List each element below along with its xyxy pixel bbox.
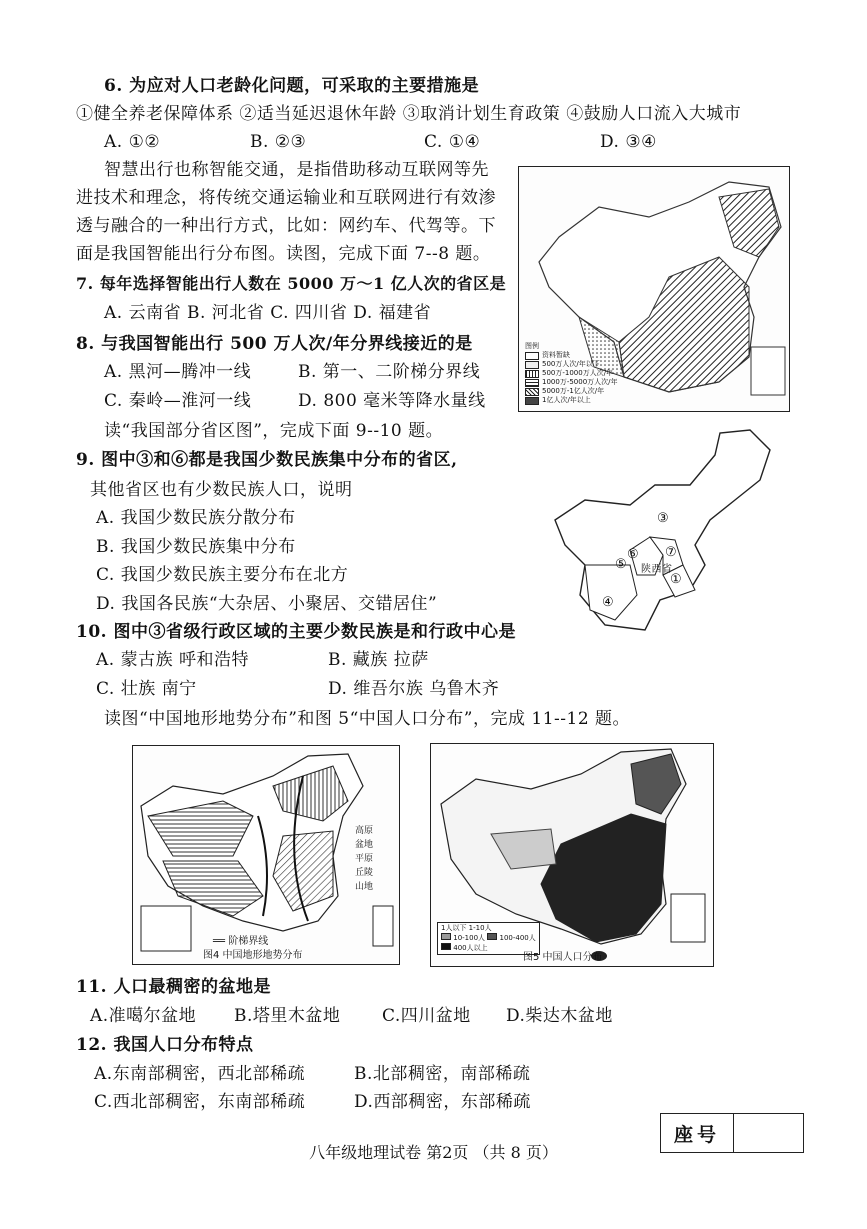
q11-option-d: D.柴达木盆地 [506, 1006, 613, 1026]
q10-stem: 10. 图中③省级行政区域的主要少数民族是和行政中心是 [76, 622, 516, 642]
fig5-swatch-3 [441, 943, 451, 950]
map1-legend [525, 342, 618, 405]
q6-option-b: B. ②③ [250, 132, 307, 152]
q12-option-d: D.西部稠密，东部稀疏 [354, 1092, 531, 1112]
seat-number-label: 座号 [661, 1114, 734, 1152]
page-footer: 八年级地理试卷 第2页 （共 8 页） [309, 1143, 558, 1162]
q9-stem: 9. 图中③和⑥都是我国少数民族集中分布的省区, [76, 450, 458, 470]
map2-label-3: ③ [657, 511, 670, 526]
q8-stem: 8. 与我国智能出行 500 万人次/年分界线接近的是 [76, 334, 473, 354]
fig5-caption: 图5 中国人口分布 [523, 952, 603, 963]
terrain-map-figure [132, 745, 400, 965]
fig4-legend-item: 平原 [355, 854, 374, 864]
q9-option-c: C. 我国少数民族主要分布在北方 [96, 565, 349, 585]
fig4-legend-item: 山地 [355, 882, 374, 892]
legend-item: 500万-1000万人次/年 [542, 369, 614, 377]
smart-travel-map [518, 166, 790, 412]
legend-swatch-4 [525, 388, 539, 396]
fig4-legend-item: 高原 [355, 826, 374, 836]
q9-option-b: B. 我国少数民族集中分布 [96, 537, 296, 557]
q10-option-b: B. 藏族 拉萨 [328, 650, 429, 670]
q8-option-b: B. 第一、二阶梯分界线 [298, 362, 481, 382]
map2-label-1: ① [670, 572, 683, 587]
map1-legend-title: 图例 [525, 342, 539, 350]
fig4-line-legend-label: 阶梯界线 [228, 936, 269, 947]
q12-option-b: B.北部稠密，南部稀疏 [354, 1064, 531, 1084]
q10-option-d: D. 维吾尔族 乌鲁木齐 [328, 679, 500, 699]
passage-line-2: 进技术和理念，将传统交通运输业和互联网进行有效渗 [76, 188, 496, 208]
read-instruction-2: 读“我国部分省区图”，完成下面 9--10 题。 [104, 421, 444, 441]
q12-stem: 12. 我国人口分布特点 [76, 1035, 254, 1055]
legend-swatch-5 [525, 397, 539, 405]
q7-options: A. 云南省 B. 河北省 C. 四川省 D. 福建省 [104, 303, 432, 323]
map2-label-4: ④ [602, 595, 615, 610]
population-map-figure [430, 743, 714, 967]
legend-swatch-2 [525, 370, 539, 378]
legend-item: 5000万-1亿人次/年 [542, 387, 605, 395]
q6-option-a: A. ①② [104, 132, 161, 152]
q7-stem: 7. 每年选择智能出行人数在 5000 万～1 亿人次的省区是 [76, 274, 507, 293]
fig5-legend-item: 400人以上 [453, 944, 488, 952]
q9-option-a: A. 我国少数民族分散分布 [96, 508, 296, 528]
passage-line-1: 智慧出行也称智能交通，是指借助移动互联网等先 [104, 160, 489, 180]
q11-option-a: A.准噶尔盆地 [90, 1006, 197, 1026]
q12-option-c: C.西北部稠密，东南部稀疏 [94, 1092, 306, 1112]
passage-line-4: 面是我国智能出行分布图。读图，完成下面 7--8 题。 [76, 244, 491, 264]
fig5-legend [437, 922, 540, 955]
q8-option-d: D. 800 毫米等降水量线 [298, 391, 486, 411]
q6-items: ①健全养老保障体系 ②适当延迟退休年龄 ③取消计划生育政策 ④鼓励人口流入大城市 [76, 104, 742, 124]
legend-item: 1000万-5000万人次/年 [542, 378, 618, 386]
map2-label-7: ⑦ [665, 545, 678, 560]
legend-item: 资料暂缺 [542, 351, 570, 359]
q6-option-d: D. ③④ [600, 132, 657, 152]
q9-option-d: D. 我国各民族“大杂居、小聚居、交错居住” [96, 594, 438, 614]
legend-item: 1亿人次/年以上 [542, 396, 591, 404]
legend-item: 500万人次/年以下 [542, 360, 600, 368]
legend-swatch-na [525, 352, 539, 360]
fig5-swatch-1 [441, 933, 451, 940]
province-map [545, 425, 785, 635]
map2-label-6: ⑥ [627, 547, 640, 562]
q6-option-c: C. ①④ [424, 132, 481, 152]
map2-label-5: ⑤ [615, 557, 628, 572]
q6-stem: 6. 为应对人口老龄化问题，可采取的主要措施是 [104, 76, 480, 96]
province-map-outline [545, 425, 785, 635]
q8-option-a: A. 黑河—腾冲一线 [104, 362, 252, 382]
fig5-legend-title: 1人以下 1-10人 [441, 924, 492, 932]
fig4-caption: 图4 中国地形地势分布 [203, 950, 303, 961]
passage-line-3: 透与融合的一种出行方式，比如：网约车、代驾等。下 [76, 216, 496, 236]
q10-option-a: A. 蒙古族 呼和浩特 [96, 650, 249, 670]
q12-option-a: A.东南部稠密，西北部稀疏 [94, 1064, 306, 1084]
fig4-legend-item: 盆地 [355, 840, 374, 850]
q8-option-c: C. 秦岭—淮河一线 [104, 391, 252, 411]
fig5-legend-item: 10-100人 [453, 934, 486, 942]
map2-province-label: 陕西省 [641, 564, 673, 575]
fig4-line-legend: ══ 阶梯界线 [213, 936, 269, 947]
fig4-legend-item: 丘陵 [355, 868, 374, 878]
fig5-swatch-2 [487, 933, 497, 940]
legend-swatch-1 [525, 361, 539, 369]
fig5-legend-item: 100-400人 [499, 934, 536, 942]
read-instruction-3: 读图“中国地形地势分布”和图 5“中国人口分布”，完成 11--12 题。 [104, 709, 631, 729]
q11-option-b: B.塔里木盆地 [234, 1006, 341, 1026]
q11-stem: 11. 人口最稠密的盆地是 [76, 977, 271, 997]
fig4-legend [355, 824, 373, 894]
q10-option-c: C. 壮族 南宁 [96, 679, 197, 699]
q9-stem-2: 其他省区也有少数民族人口，说明 [90, 480, 353, 500]
legend-swatch-3 [525, 379, 539, 387]
q11-option-c: C.四川盆地 [382, 1006, 471, 1026]
